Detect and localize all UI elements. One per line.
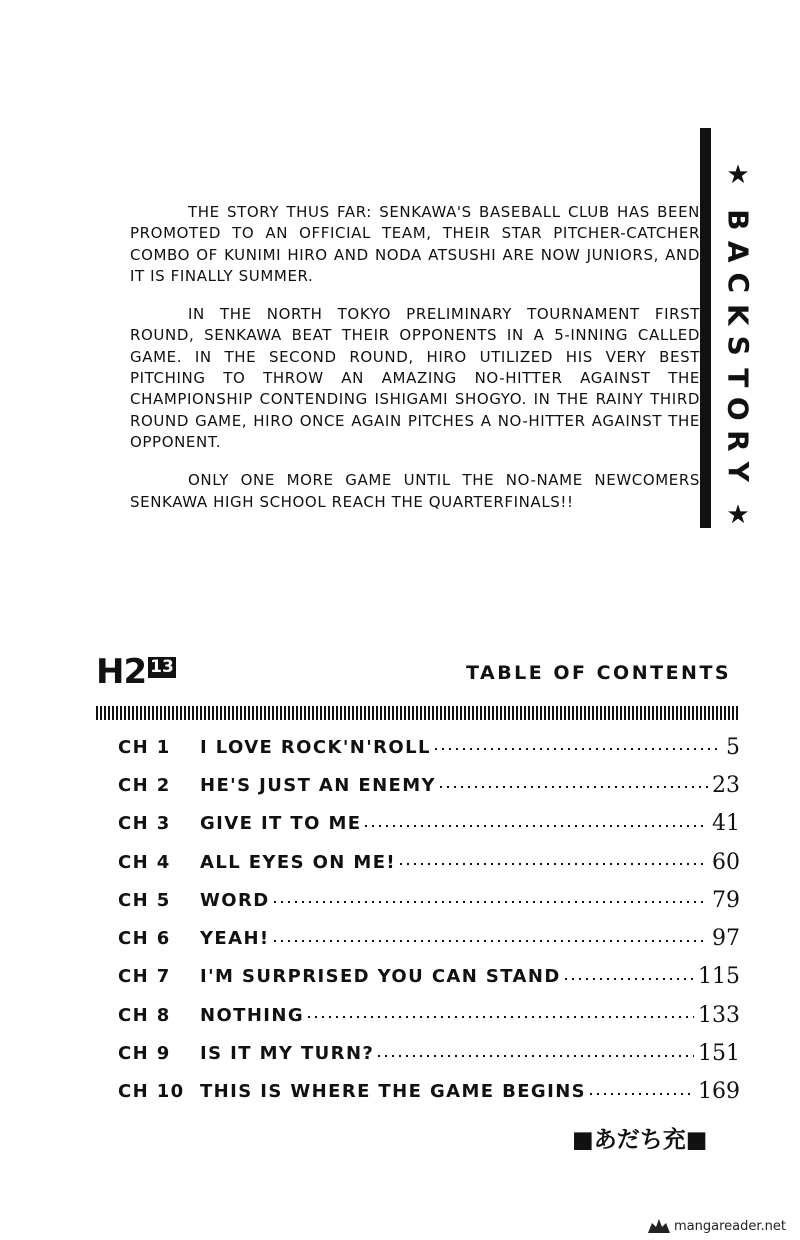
toc-chapter-title: THIS IS WHERE THE GAME BEGINS bbox=[200, 1081, 587, 1103]
toc-row bbox=[118, 728, 740, 766]
toc-leader-dots bbox=[274, 901, 708, 903]
toc-page-number: 41 bbox=[712, 811, 740, 837]
toc-chapter-title: I'M SURPRISED YOU CAN STAND bbox=[200, 966, 561, 988]
toc-chapter-number: CH 7 bbox=[118, 966, 171, 988]
toc-leader-dots bbox=[400, 863, 708, 865]
backstory-label-letter: C bbox=[721, 272, 755, 294]
logo-title: H2 bbox=[96, 652, 147, 692]
toc-list bbox=[118, 728, 740, 1111]
toc-page-number: 97 bbox=[712, 926, 740, 952]
toc-leader-dots bbox=[274, 940, 708, 942]
toc-leader-dots bbox=[590, 1093, 694, 1095]
toc-chapter-number: CH 9 bbox=[118, 1043, 171, 1065]
toc-row bbox=[118, 843, 740, 881]
toc-page-number: 133 bbox=[698, 1002, 740, 1028]
watermark bbox=[646, 1217, 786, 1235]
toc-leader-dots bbox=[440, 786, 708, 788]
backstory-label-letter: Y bbox=[721, 461, 755, 482]
backstory-divider-bar bbox=[700, 128, 711, 528]
toc-row bbox=[118, 919, 740, 957]
toc-page-number: 60 bbox=[712, 849, 740, 875]
toc-chapter-title: ALL EYES ON ME! bbox=[200, 851, 397, 873]
backstory-label-letter: R bbox=[721, 429, 755, 452]
toc-leader-dots bbox=[365, 825, 708, 827]
toc-chapter-number: CH 1 bbox=[118, 736, 171, 758]
toc-chapter-number: CH 2 bbox=[118, 774, 171, 796]
toc-chapter-title: IS IT MY TURN? bbox=[200, 1043, 375, 1065]
toc-page-number: 115 bbox=[698, 964, 740, 990]
toc-page-number: 151 bbox=[698, 1041, 740, 1067]
toc-chapter-number: CH 5 bbox=[118, 889, 171, 911]
backstory-paragraph-1: THE STORY THUS FAR: SENKAWA'S BASEBALL CLUB HAS BEEN PROMOTED TO AN OFFICIAL TEAM, THEIR STAR PITCHER-CATCHER COMBO OF KUNIMI HIRO AND NODA ATSUSHI ARE NOW JUNIORS, AND IT IS FINALLY SUMMER. bbox=[130, 203, 700, 285]
toc-row bbox=[118, 1034, 740, 1072]
backstory-label-letter: K bbox=[721, 303, 755, 326]
toc-chapter-number: CH 10 bbox=[118, 1081, 185, 1103]
toc-chapter-number: CH 8 bbox=[118, 1004, 171, 1026]
toc-chapter-title: GIVE IT TO ME bbox=[200, 813, 362, 835]
toc-row bbox=[118, 881, 740, 919]
toc-row bbox=[118, 1073, 740, 1111]
backstory-paragraph-3: ONLY ONE MORE GAME UNTIL THE NO-NAME NEWCOMERS SENKAWA HIGH SCHOOL REACH THE QUARTERFINALS!! bbox=[130, 471, 700, 511]
toc-row bbox=[118, 766, 740, 804]
backstory-label-letter: B bbox=[721, 209, 755, 231]
toc-chapter-title: NOTHING bbox=[200, 1004, 305, 1026]
toc-chapter-title: HE'S JUST AN ENEMY bbox=[200, 774, 436, 796]
toc-leader-dots bbox=[565, 978, 694, 980]
volume-badge: 13 bbox=[150, 657, 174, 677]
toc-page-number: 169 bbox=[698, 1079, 740, 1105]
star-icon-bottom: ★ bbox=[726, 499, 750, 530]
h2-logo bbox=[96, 654, 176, 690]
toc-leader-dots bbox=[378, 1055, 694, 1057]
backstory-side-label bbox=[718, 160, 758, 530]
toc-chapter-number: CH 4 bbox=[118, 851, 171, 873]
toc-chapter-number: CH 3 bbox=[118, 813, 171, 835]
watermark-text: mangareader.net bbox=[674, 1218, 786, 1234]
backstory-label-letter: T bbox=[721, 367, 755, 387]
toc-chapter-title: I LOVE ROCK'N'ROLL bbox=[200, 736, 431, 758]
toc-row bbox=[118, 805, 740, 843]
backstory-label bbox=[721, 204, 755, 488]
backstory-label-letter: O bbox=[721, 396, 755, 421]
backstory-label-letter: A bbox=[721, 240, 755, 263]
star-icon-top: ★ bbox=[726, 160, 750, 190]
toc-row bbox=[118, 958, 740, 996]
toc-chapter-title: YEAH! bbox=[200, 928, 270, 950]
toc-page-number: 23 bbox=[712, 772, 740, 798]
toc-leader-dots bbox=[435, 748, 722, 750]
toc-chapter-number: CH 6 bbox=[118, 928, 171, 950]
backstory-text bbox=[130, 202, 700, 530]
backstory-label-letter: S bbox=[721, 335, 755, 356]
toc-leader-dots bbox=[308, 1016, 694, 1018]
ruler-divider bbox=[96, 706, 740, 720]
toc-row bbox=[118, 996, 740, 1034]
toc-heading: TABLE OF CONTENTS bbox=[466, 662, 732, 684]
toc-page-number: 5 bbox=[726, 734, 740, 760]
author-name: ■あだち充■ bbox=[572, 1127, 708, 1153]
toc-chapter-title: WORD bbox=[200, 889, 270, 911]
backstory-paragraph-2: IN THE NORTH TOKYO PRELIMINARY TOURNAMENT FIRST ROUND, SENKAWA BEAT THEIR OPPONENTS IN A 5-INNING CALLED GAME. IN THE SECOND ROUND, HIRO UTILIZED HIS VERY BEST PITCHING TO THROW AN AMAZING NO-HITTER AGAINST THE CHAMPIONSHIP CONTENDING ISHIGAMI SHOGYO. IN THE RAINY THIRD ROUND GAME, HIRO ONCE AGAIN PITCHES A NO-HITTER AGAINST THE OPPONENT. bbox=[130, 305, 700, 451]
toc-page-number: 79 bbox=[712, 887, 740, 913]
watermark-logo-icon bbox=[646, 1217, 672, 1235]
